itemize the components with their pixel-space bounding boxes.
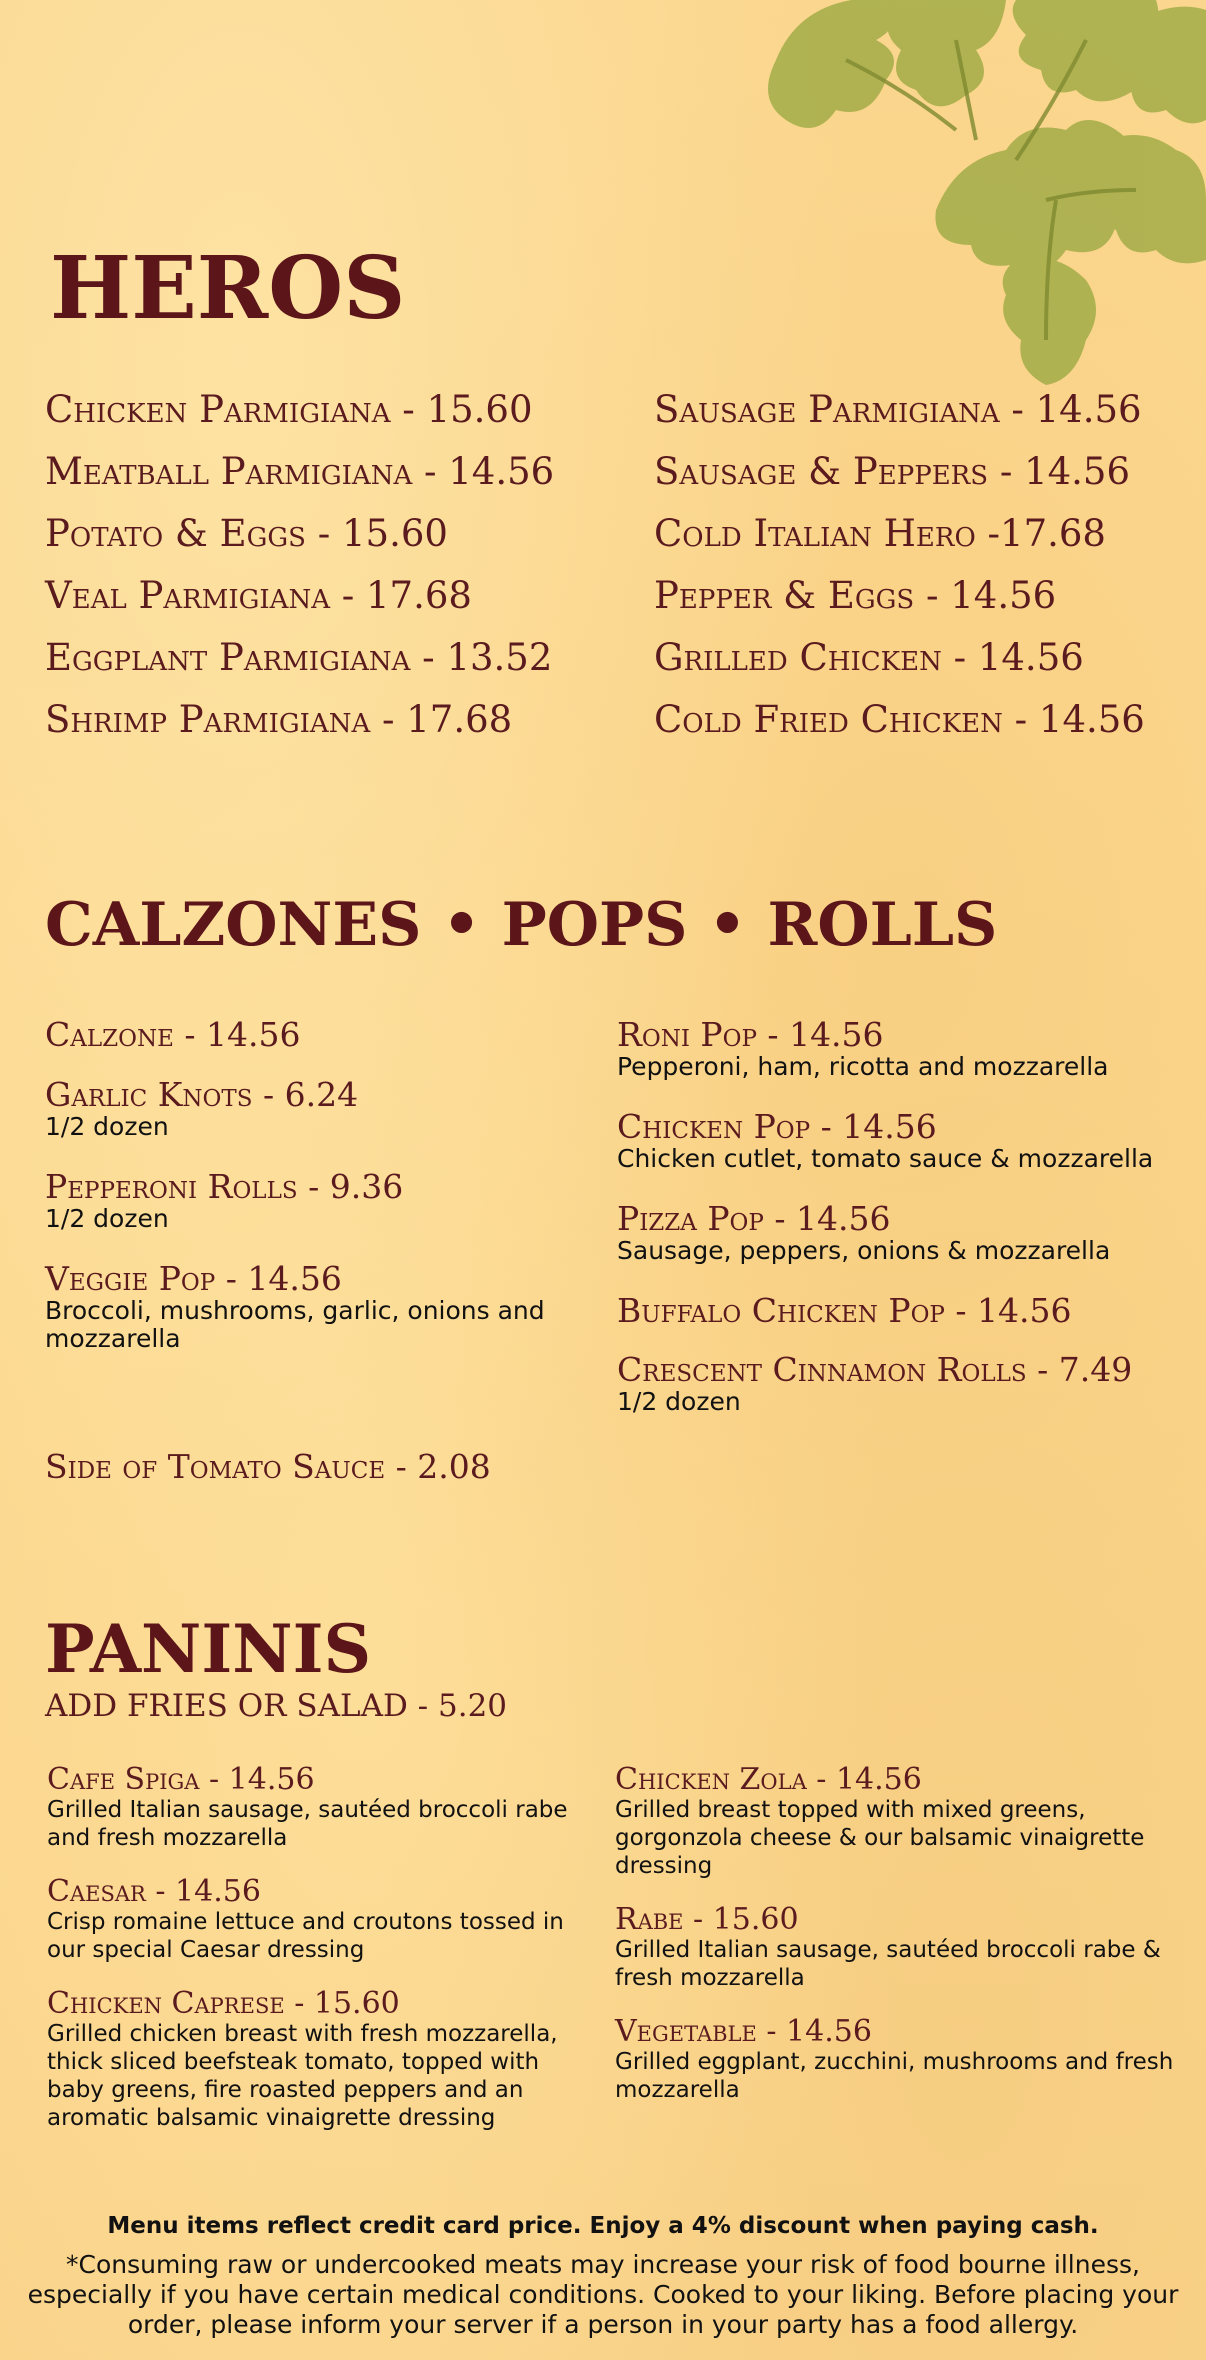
hero-item: Pepper & Eggs - 14.56 (654, 574, 1057, 617)
calzone-item-name: Roni Pop - 14.56 (617, 1015, 884, 1054)
calzone-item-desc: 1/2 dozen (617, 1387, 741, 1416)
calzone-item-name: Calzone - 14.56 (45, 1015, 301, 1054)
hero-item: Shrimp Parmigiana - 17.68 (45, 698, 513, 741)
paninis-subtitle: ADD FRIES OR SALAD - 5.20 (45, 1688, 508, 1724)
panini-item-name: Chicken Zola - 14.56 (615, 1762, 922, 1797)
panini-item-name: Vegetable - 14.56 (615, 2014, 872, 2049)
hero-item: Chicken Parmigiana - 15.60 (45, 388, 533, 431)
cash-discount-notice: Menu items reflect credit card price. Enjoy a 4% discount when paying cash. (107, 2213, 1099, 2239)
hero-item: Veal Parmigiana - 17.68 (45, 574, 472, 617)
calzone-item-desc: Pepperoni, ham, ricotta and mozzarella (617, 1052, 1109, 1081)
panini-item-desc: Grilled Italian sausage, sautéed broccoli rabe and fresh mozzarella (47, 1797, 568, 1851)
food-allergy-warning: *Consuming raw or undercooked meats may increase your risk of food bourne illness, especially if you have certain medical conditions. Cooked to your liking. Before placing your order, please inform your server if a person in your party has a food allergy. (27, 2250, 1179, 2339)
calzone-item-name: Veggie Pop - 14.56 (45, 1259, 342, 1298)
hero-item: Potato & Eggs - 15.60 (45, 512, 448, 555)
calzone-item-desc: Chicken cutlet, tomato sauce & mozzarella (617, 1144, 1154, 1173)
hero-item: Cold Fried Chicken - 14.56 (654, 698, 1145, 741)
hero-item: Cold Italian Hero -17.68 (654, 512, 1106, 555)
hero-item: Meatball Parmigiana - 14.56 (45, 450, 555, 493)
panini-item-name: Cafe Spiga - 14.56 (47, 1762, 315, 1797)
panini-item-desc: Crisp romaine lettuce and croutons tossed in our special Caesar dressing (47, 1909, 564, 1963)
parsley-leaf-decoration (756, 0, 1206, 400)
panini-item-name: Chicken Caprese - 15.60 (47, 1986, 400, 2021)
hero-item: Sausage Parmigiana - 14.56 (654, 388, 1142, 431)
calzone-item-name: Chicken Pop - 14.56 (617, 1107, 937, 1146)
panini-item-name: Caesar - 14.56 (47, 1874, 261, 1909)
calzone-item-name: Buffalo Chicken Pop - 14.56 (617, 1291, 1072, 1330)
paninis-title: PANINIS (45, 1610, 372, 1688)
side-tomato-sauce: Side of Tomato Sauce - 2.08 (45, 1447, 491, 1486)
calzone-item-name: Pepperoni Rolls - 9.36 (45, 1167, 404, 1206)
calzone-item-desc: 1/2 dozen (45, 1112, 169, 1141)
hero-item: Sausage & Peppers - 14.56 (654, 450, 1131, 493)
calzone-item-name: Crescent Cinnamon Rolls - 7.49 (617, 1350, 1133, 1389)
hero-item: Eggplant Parmigiana - 13.52 (45, 636, 553, 679)
panini-item-name: Rabe - 15.60 (615, 1902, 799, 1937)
panini-item-desc: Grilled eggplant, zucchini, mushrooms and fresh mozzarella (615, 2049, 1174, 2103)
calzone-item-name: Garlic Knots - 6.24 (45, 1075, 359, 1114)
panini-item-desc: Grilled chicken breast with fresh mozzarella, thick sliced beefsteak tomato, topped with baby greens, fire roasted peppers and an aromatic balsamic vinaigrette dressing (47, 2021, 558, 2131)
panini-item-desc: Grilled breast topped with mixed greens, gorgonzola cheese & our balsamic vinaigrette dressing (615, 1797, 1145, 1879)
heros-title: HEROS (50, 238, 406, 339)
calzones-title: CALZONES • POPS • ROLLS (45, 890, 998, 960)
calzone-item-name: Pizza Pop - 14.56 (617, 1199, 891, 1238)
calzone-item-desc: Broccoli, mushrooms, garlic, onions and mozzarella (45, 1296, 545, 1353)
calzone-item-desc: Sausage, peppers, onions & mozzarella (617, 1236, 1111, 1265)
panini-item-desc: Grilled Italian sausage, sautéed broccoli rabe & fresh mozzarella (615, 1937, 1161, 1991)
calzone-item-desc: 1/2 dozen (45, 1204, 169, 1233)
hero-item: Grilled Chicken - 14.56 (654, 636, 1084, 679)
